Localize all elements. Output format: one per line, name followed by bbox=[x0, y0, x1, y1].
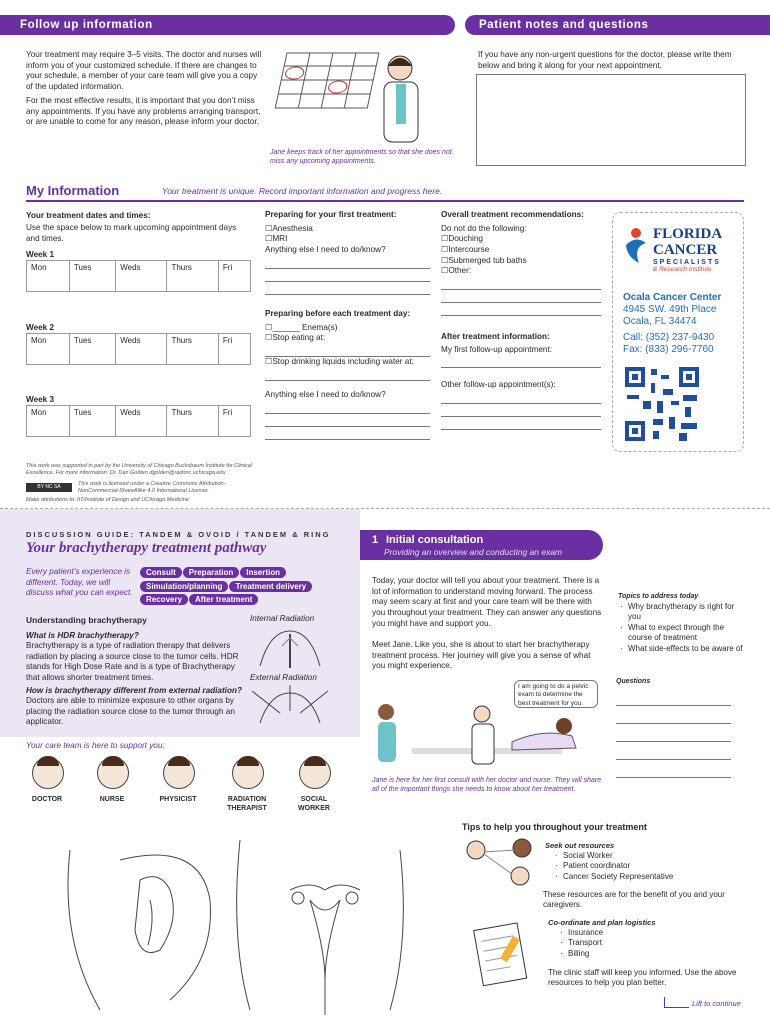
prep-each-section bbox=[265, 309, 430, 381]
anesthesia-checkbox[interactable]: ☐ Anesthesia bbox=[265, 224, 430, 235]
calendar-illustration bbox=[268, 48, 440, 146]
patient-notes-box[interactable] bbox=[476, 74, 746, 166]
day-mon[interactable]: Mon bbox=[27, 334, 70, 365]
day-tues[interactable]: Tues bbox=[69, 406, 115, 437]
coordinate-title: Co-ordinate and plan logistics bbox=[548, 918, 656, 927]
logistics-item: · Insurance bbox=[568, 928, 603, 938]
step-preparation[interactable]: Preparation bbox=[183, 567, 239, 578]
step-consult[interactable]: Consult bbox=[140, 567, 182, 578]
treatment-dates-title: Your treatment dates and times: bbox=[26, 211, 151, 220]
consult-caption: Jane is here for her first consult with her doctor and nurse. They will share all of the important things she needs to know about her treatment. bbox=[372, 777, 602, 794]
qr-code[interactable] bbox=[623, 365, 701, 443]
topic-item: · What to expect through the course of treatment bbox=[628, 623, 743, 644]
lift-arrow-icon bbox=[664, 997, 689, 1008]
resource-item: · Cancer Society Representative bbox=[563, 872, 673, 882]
role-nurse: NURSE bbox=[99, 796, 125, 803]
week-2-label: Week 2 bbox=[26, 323, 55, 332]
answer-line[interactable] bbox=[265, 368, 430, 381]
question-hdr: What is HDR brachytherapy? bbox=[26, 631, 139, 640]
day-tues[interactable]: Tues bbox=[69, 334, 115, 365]
week-1-calendar[interactable] bbox=[26, 260, 251, 292]
tub-baths-checkbox[interactable]: ☐ Submerged tub baths bbox=[441, 256, 601, 267]
week-1-label: Week 1 bbox=[26, 250, 55, 259]
center-phone[interactable]: Call: (352) 237-9430 bbox=[623, 332, 715, 343]
logistics-illustration bbox=[462, 918, 542, 988]
guide-title: Your brachytherapy treatment pathway bbox=[26, 540, 267, 556]
overall-title: Overall treatment recommendations: bbox=[441, 210, 584, 219]
credit-license: This work is licensed under a Creative Commons Attribution-NonCommercial-ShareAlike 4.0 International License. bbox=[78, 481, 226, 495]
intercourse-checkbox[interactable]: ☐ Intercourse bbox=[441, 245, 601, 256]
step-treatment-delivery[interactable]: Treatment delivery bbox=[229, 581, 312, 592]
consult-header bbox=[360, 530, 603, 560]
answer-line[interactable] bbox=[441, 404, 601, 417]
week-2-calendar[interactable] bbox=[26, 333, 251, 365]
resource-item: · Patient coordinator bbox=[563, 861, 673, 871]
consult-title: Initial consultation bbox=[386, 534, 484, 546]
center-fax: Fax: (833) 296-7760 bbox=[623, 344, 714, 355]
day-fri[interactable]: Fri bbox=[218, 406, 250, 437]
center-name: Ocala Cancer Center bbox=[623, 292, 722, 303]
questions-title: Questions bbox=[616, 678, 651, 685]
follow-up-header: Follow up information bbox=[0, 15, 455, 35]
topic-item: · Why brachytherapy is right for you bbox=[628, 602, 743, 623]
mri-checkbox[interactable]: ☐ MRI bbox=[265, 234, 430, 245]
step-simulation[interactable]: Simulation/planning bbox=[140, 581, 228, 592]
my-information-subtitle: Your treatment is unique. Record important information and progress here. bbox=[162, 186, 443, 196]
topics-title: Topics to address today bbox=[618, 593, 699, 600]
seek-resources-list bbox=[551, 851, 673, 882]
credit-support: This work was supported in part by the University of Chicago Bucksbaum Institute for Clinical Excellence. For more information: Dr. Dan Golden dgolden@radonc.uchicago.edu bbox=[26, 463, 252, 477]
resource-item: · Social Worker bbox=[563, 851, 673, 861]
anything-else-label: Anything else I need to do/know? bbox=[265, 390, 386, 399]
douching-checkbox[interactable]: ☐ Douching bbox=[441, 234, 601, 245]
prep-first-title: Preparing for your first treatment: bbox=[265, 210, 397, 219]
step-insertion[interactable]: Insertion bbox=[240, 567, 286, 578]
social-worker-avatar bbox=[299, 757, 331, 789]
center-address-1: 4945 SW. 49th Place bbox=[623, 304, 717, 315]
week-3-label: Week 3 bbox=[26, 395, 55, 404]
day-weds[interactable]: Weds bbox=[116, 334, 167, 365]
logo-line-3: SPECIALISTS bbox=[653, 259, 721, 266]
center-address-2: Ocala, FL 34474 bbox=[623, 316, 697, 327]
guide-kicker: DISCUSSION GUIDE: TANDEM & OVOID / TANDEM & RING bbox=[26, 530, 331, 539]
stop-drinking-checkbox[interactable]: ☐ Stop drinking liquids including water at: bbox=[265, 357, 430, 368]
consult-paragraph-2: Meet Jane. Like you, she is about to start her brachytherapy treatment process. Her journey will give you a sense of what you might experience. bbox=[372, 640, 591, 671]
doctor-avatar bbox=[32, 757, 64, 789]
understanding-title: Understanding brachytherapy bbox=[26, 615, 147, 625]
answer-line[interactable] bbox=[265, 282, 430, 295]
answer-line[interactable] bbox=[441, 417, 601, 430]
answer-line[interactable] bbox=[265, 344, 430, 357]
answer-line[interactable] bbox=[441, 277, 601, 290]
day-thurs[interactable]: Thurs bbox=[167, 334, 218, 365]
internal-radiation-label: Internal Radiation bbox=[250, 614, 315, 623]
tips-title: Tips to help you throughout your treatment bbox=[462, 822, 647, 832]
overall-section bbox=[441, 210, 601, 316]
prep-first-section bbox=[265, 210, 430, 295]
stop-eating-checkbox[interactable]: ☐ Stop eating at: bbox=[265, 333, 430, 344]
consult-number: 1 bbox=[372, 534, 379, 546]
day-fri[interactable]: Fri bbox=[218, 261, 250, 292]
seek-resources-title: Seek out resources bbox=[545, 841, 615, 850]
answer-line[interactable] bbox=[265, 414, 430, 427]
day-mon[interactable]: Mon bbox=[27, 261, 70, 292]
pathway-steps bbox=[140, 567, 313, 606]
clinic-card bbox=[612, 212, 744, 452]
care-team-title: Your care team is here to support you: bbox=[26, 741, 165, 750]
logistics-item: · Billing bbox=[568, 949, 603, 959]
internal-radiation-diagram bbox=[250, 626, 330, 671]
other-checkbox[interactable]: ☐ Other: bbox=[441, 266, 601, 277]
cc-license-badge[interactable]: BY NC SA bbox=[26, 483, 72, 492]
answer-line[interactable] bbox=[616, 742, 731, 760]
anything-else-label: Anything else I need to do/know? bbox=[265, 244, 386, 254]
answer-line[interactable] bbox=[441, 303, 601, 316]
treatment-dates-text: Use the space below to mark upcoming appointment days and times. bbox=[26, 223, 237, 243]
week-3-calendar[interactable] bbox=[26, 405, 251, 437]
day-thurs[interactable]: Thurs bbox=[167, 261, 218, 292]
answer-line[interactable] bbox=[265, 256, 430, 269]
patient-notes-header: Patient notes and questions bbox=[465, 15, 770, 35]
coordinate-note: The clinic staff will keep you informed. Use the above resources to help you plan better. bbox=[548, 968, 737, 988]
role-therapist: RADIATION THERAPIST bbox=[227, 796, 267, 813]
consult-subtitle: Providing an overview and conducting an exam bbox=[384, 547, 563, 557]
external-radiation-diagram bbox=[250, 683, 330, 728]
day-fri[interactable]: Fri bbox=[218, 334, 250, 365]
care-team-row bbox=[16, 757, 346, 815]
enema-checkbox[interactable]: ☐ ______ Enema(s) bbox=[265, 323, 430, 334]
external-radiation-label: External Radiation bbox=[250, 673, 317, 682]
answer-line[interactable] bbox=[616, 724, 731, 742]
answer-hdr: Brachytherapy is a type of radiation therapy that delivers radiation by placing a source close to the tumor cells. HDR stands for High Dose Rate and is a type of Brachytherapy that allows shorter treatment times. bbox=[26, 641, 239, 682]
topics-list bbox=[616, 602, 743, 654]
credit-attribution: Make attributions to: IIT/Institute of Design and UChicago Medicine bbox=[26, 497, 189, 503]
after-title: After treatment information: bbox=[441, 332, 550, 341]
answer-line[interactable] bbox=[441, 355, 601, 368]
logo-line-2: CANCER bbox=[653, 242, 718, 258]
my-information-title: My Information bbox=[26, 183, 120, 198]
day-weds[interactable]: Weds bbox=[116, 406, 167, 437]
answer-line[interactable] bbox=[441, 391, 601, 404]
step-after-treatment[interactable]: After treatment bbox=[189, 594, 258, 605]
topic-item: · What side-effects to be aware of bbox=[628, 644, 743, 654]
role-physicist: PHYSICIST bbox=[159, 796, 197, 803]
answer-line[interactable] bbox=[265, 401, 430, 414]
first-followup-label: My first follow-up appointment: bbox=[441, 344, 553, 354]
therapist-avatar bbox=[232, 757, 264, 789]
consult-paragraph-1: Today, your doctor will tell you about your treatment. There is a lot of information to understand moving forward. The process may seem scary at first and your care team will be there with you throughout your treatment. They can answer any questions you might have and support you. bbox=[372, 576, 602, 628]
questions-lines[interactable] bbox=[616, 688, 731, 778]
doctor-speech-bubble: I am going to do a pelvic exam to determine the best treatment for you. bbox=[514, 680, 598, 708]
logo-line-4: & Research Institute bbox=[653, 266, 712, 273]
answer-line[interactable] bbox=[616, 688, 731, 706]
lift-to-continue[interactable]: Lift to continue bbox=[692, 999, 741, 1008]
patient-notes-text: If you have any non-urgent questions for the doctor, please write them below and bring it along for your next appointment. bbox=[478, 50, 732, 70]
answer-line[interactable] bbox=[265, 427, 430, 440]
resources-illustration bbox=[462, 838, 542, 888]
answer-external: Doctors are able to minimize exposure to other organs by placing the radiation source close to the tumor through an applicator. bbox=[26, 696, 235, 727]
nurse-avatar bbox=[97, 757, 129, 789]
answer-line[interactable] bbox=[616, 760, 731, 778]
consult-illustration bbox=[372, 700, 604, 774]
answer-line[interactable] bbox=[441, 290, 601, 303]
follow-up-paragraph-1: Your treatment may require 3–5 visits. The doctor and nurses will inform you of your customized schedule. If there are changes to your schedule, a member of your care team will give you a copy of the updated information. bbox=[26, 50, 262, 91]
day-thurs[interactable]: Thurs bbox=[167, 406, 218, 437]
step-recovery[interactable]: Recovery bbox=[140, 594, 188, 605]
after-section bbox=[441, 332, 601, 430]
anything-else-2-section bbox=[265, 390, 430, 440]
answer-line[interactable] bbox=[616, 706, 731, 724]
day-weds[interactable]: Weds bbox=[116, 261, 167, 292]
fcs-logo-icon bbox=[621, 225, 651, 265]
my-information-rule bbox=[26, 200, 744, 202]
question-external: How is brachytherapy different from external radiation? bbox=[26, 686, 242, 695]
logo-line-1: FLORIDA bbox=[653, 226, 723, 242]
physicist-avatar bbox=[163, 757, 195, 789]
prep-each-title: Preparing before each treatment day: bbox=[265, 309, 411, 318]
do-not-label: Do not do the following: bbox=[441, 223, 527, 233]
other-followup-label: Other follow-up appointment(s): bbox=[441, 380, 556, 390]
guide-intro: Every patient’s experience is different. Today, we will discuss what you can expect. bbox=[26, 567, 133, 598]
role-doctor: DOCTOR bbox=[31, 796, 63, 803]
role-social-worker: SOCIAL WORKER bbox=[298, 796, 330, 813]
coordinate-list bbox=[556, 928, 603, 959]
seek-resources-note: These resources are for the benefit of you and your caregivers. bbox=[543, 890, 725, 910]
day-mon[interactable]: Mon bbox=[27, 406, 70, 437]
follow-up-paragraph-2: For the most effective results, it is important that you don’t miss any appointments. If you have any problems arranging transport, or are unable to come for any reason, please inform your doctor. bbox=[26, 96, 261, 127]
anatomy-illustration bbox=[40, 820, 440, 1020]
logistics-item: · Transport bbox=[568, 938, 603, 948]
follow-up-caption: Jane keeps track of her appointments so that she does not miss any upcoming appointments. bbox=[270, 149, 452, 166]
answer-line[interactable] bbox=[265, 269, 430, 282]
day-tues[interactable]: Tues bbox=[69, 261, 115, 292]
